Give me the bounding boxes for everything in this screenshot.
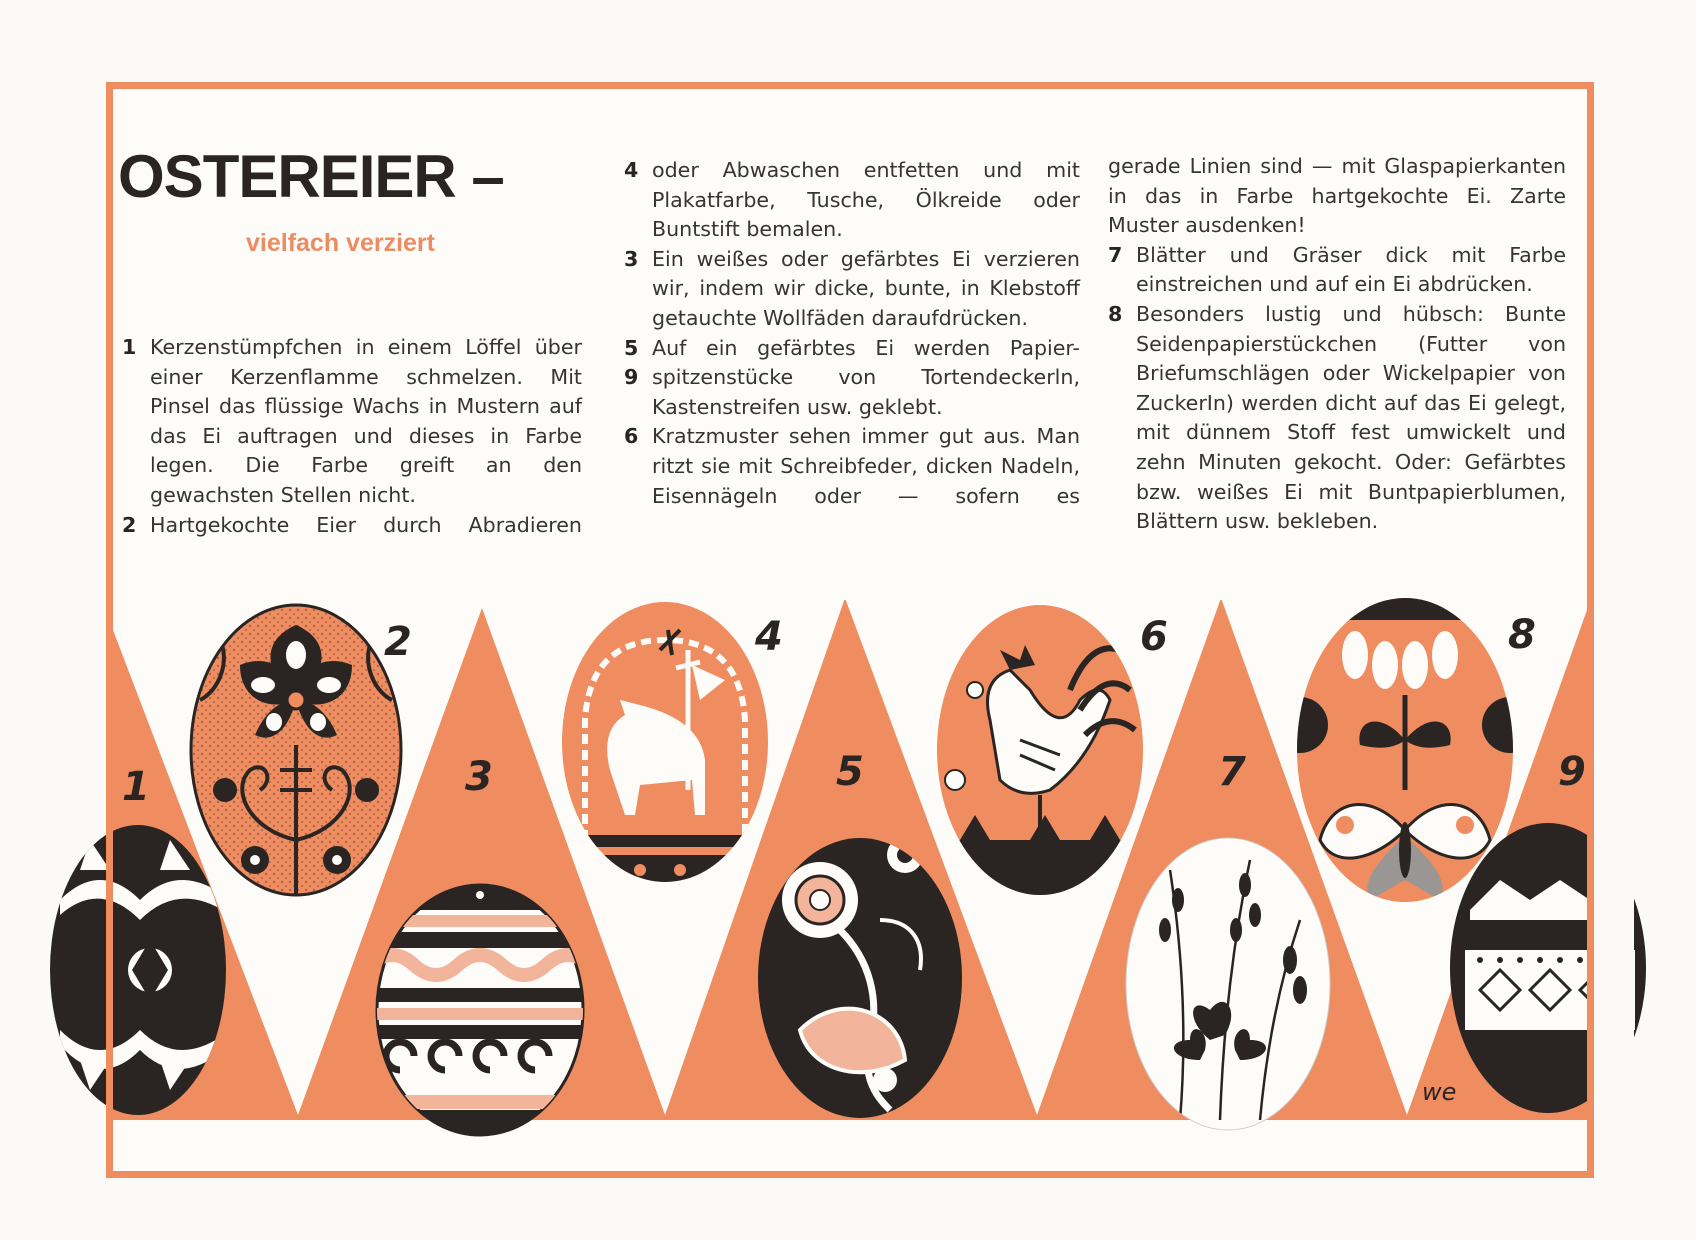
artist-signature: we <box>1422 1078 1457 1106</box>
egg-number-6: 6 <box>1140 614 1168 660</box>
instruction-number: 2 <box>122 512 137 537</box>
egg-number-7: 7 <box>1218 749 1246 795</box>
egg-number-2: 2 <box>384 619 412 665</box>
egg-number-5: 5 <box>836 749 864 795</box>
egg-number-8: 8 <box>1508 612 1536 658</box>
egg-number-1: 1 <box>122 764 150 810</box>
instruction-number: 9 <box>624 365 639 390</box>
instruction-text: Kratzmuster sehen immer gut aus. Man ritzt sie mit Schreibfeder, dicken Nadeln, Eisennägeln oder — sofern es <box>652 424 1080 508</box>
instruction-text: Besonders lustig und hübsch: Bunte Seidenpapierstückchen (Futter von Briefumschlägen oder Wickelpapier von ZuckerIn) werden dicht auf das Ei gelegt, mit dünnem Stoff fest umwickelt und zehn Minuten gekocht. Oder: Gefärbtes bzw. weißes Ei mit Buntpapierblumen, Blättern usw. bekleben. <box>1136 301 1566 534</box>
egg-number-4: 4 <box>755 614 783 660</box>
page-title: OSTEREIER – <box>118 143 504 210</box>
egg-5-image <box>758 837 962 1118</box>
instruction-text: Hartgekochte Eier durch Abradieren <box>150 512 582 537</box>
instruction-text: Kerzenstümpfchen in einem Löffel über einer Kerzenflamme schmelzen. Mit Pinsel das flüssige Wachs in Mustern auf das Ei auftragen und dieses in Farbe legen. Die Farbe greift an den gewachsten Stellen nicht. <box>150 335 582 507</box>
instruction-text: gerade Linien sind — mit Glaspapierkanten in das in Farbe hartgekochte Ei. Zarte Muster ausdenken! <box>1108 154 1566 238</box>
instruction-number: 4 <box>624 158 639 182</box>
instruction-number: 7 <box>1108 242 1123 267</box>
egg-number-9: 9 <box>1558 749 1586 795</box>
instruction-text: Ein weißes oder gefärbtes Ei verzieren wir, indem wir dicke, bunte, in Klebstoff getauchte Wollfäden daraufdrücken. <box>652 246 1080 330</box>
egg-7-image <box>1126 838 1330 1130</box>
instruction-text: Auf ein gefärbtes Ei werden Papier- <box>652 335 1080 360</box>
instruction-number: 8 <box>1108 301 1123 326</box>
page-subtitle: vielfach verziert <box>246 229 435 257</box>
instruction-text: spitzenstücke von Tortendeckerln, Kastenstreifen usw. geklebt. <box>652 365 1080 419</box>
instruction-text: Blätter und Gräser dick mit Farbe einstreichen und auf ein Ei abdrücken. <box>1136 242 1566 297</box>
instruction-number: 6 <box>624 424 639 449</box>
instruction-number: 3 <box>624 246 639 271</box>
egg-number-3: 3 <box>465 754 493 800</box>
instruction-number: 1 <box>122 335 137 359</box>
instruction-text: oder Abwaschen entfetten und mit Plakatfarbe, Tusche, Ölkreide oder Buntstift bemalen. <box>652 158 1080 242</box>
instruction-number: 5 <box>624 335 639 360</box>
